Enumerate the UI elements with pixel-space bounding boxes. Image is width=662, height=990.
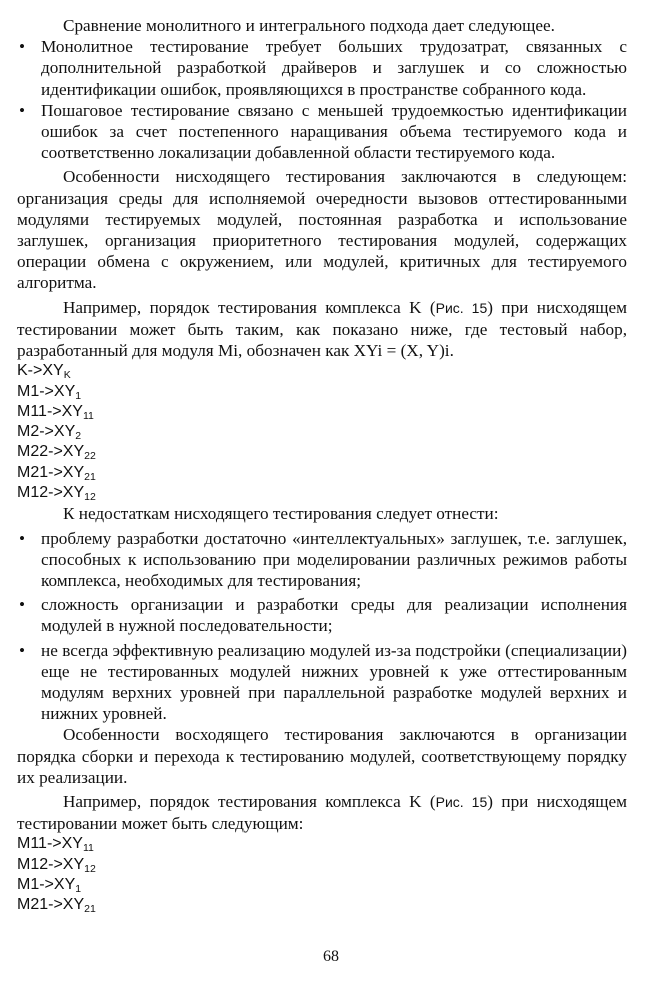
bullet-dot-icon: • [19, 100, 26, 120]
text-fragment: Например, порядок тестирования комплекса K ( [63, 791, 436, 811]
bullet-text: сложность организации и разработки среды для реализации исполнения модулей в нужной последовательности; [41, 595, 627, 636]
code-line: $M22->XY_{22}$ [17, 443, 96, 463]
text-fragment: Например, порядок тестирования комплекса K ( [63, 297, 436, 317]
paragraph-topdown-example [17, 297, 627, 362]
code-line: $M1->XY_1$ [17, 875, 82, 895]
bullet-dot-icon: • [19, 595, 26, 615]
paragraph-bottomup-features: Особенности восходящего тестирования заключаются в организации порядка сборки и перехода к тестированию модулей, соответствующему порядку их реализации. [17, 725, 627, 787]
text-fragment: ) при нисходящем тестировании может быть следующим: [17, 791, 627, 834]
bullet-stubs-problem [17, 528, 627, 592]
paragraph-drawbacks-intro: К недостаткам нисходящего тестирования следует отнести: [63, 504, 499, 524]
code-block-topdown [17, 361, 627, 503]
code-block-bottomup [17, 834, 627, 915]
bullet-monolithic [17, 36, 627, 100]
bullet-dot-icon: • [19, 640, 26, 660]
page-number: 68 [323, 948, 339, 965]
bullet-environment-complexity [17, 594, 627, 636]
code-line: $M1->XY_1$ [17, 382, 82, 402]
paragraph-intro: Сравнение монолитного и интегрального подхода дает следующее. [63, 16, 555, 35]
text-fragment: ) при нисходящем тестировании может быть таким, как показано ниже, где тестовый набор, разработанный для модуля Mi, обозначен как XYi = (X, Y)i. [17, 297, 627, 361]
figure-label: Рис. [435, 299, 464, 316]
code-line: $M2->XY_2$ [17, 423, 82, 443]
code-line: $M11->XY_{11}$ [17, 835, 94, 855]
code-line: $M12->XY_{12}$ [17, 855, 96, 875]
page-content [17, 15, 627, 916]
figure-label: Рис. [435, 793, 464, 810]
code-line: $M21->XY_{21}$ [17, 463, 96, 483]
bullet-inefficient-implementation [17, 640, 627, 725]
code-line: $M21->XY_{21}$ [17, 896, 96, 916]
bullet-dot-icon: • [19, 528, 26, 548]
figure-number: 15 [463, 299, 488, 316]
bullet-incremental [17, 100, 627, 164]
paragraph-topdown-features: Особенности нисходящего тестирования заключаются в следующем: организация среды для исполняемой очередности вызовов оттестированными модулями тестируемых модулей, постоянная разработка и использование заглушек, организация приоритетного тестирования модулей, содержащих операции обмена с окружением, или модулей, критичных для тестируемого алгоритма. [17, 167, 627, 293]
figure-reference [436, 300, 488, 316]
paragraph-bottomup-example [17, 791, 627, 834]
figure-reference [436, 794, 488, 810]
bullet-text: проблему разработки достаточно «интеллектуальных» заглушек, т.е. заглушек, способных к использованию при моделировании различных режимов работы комплекса, необходимых для тестирования; [41, 528, 627, 590]
bullet-text: Монолитное тестирование требует больших трудозатрат, связанных с дополнительной разработкой драйверов и заглушек и со сложностью идентификации ошибок, проявляющихся в пространстве собранного кода. [41, 37, 627, 99]
bullet-dot-icon: • [19, 37, 26, 57]
code-line: $M11->XY_{11}$ [17, 402, 94, 422]
code-line: $M12->XY_{12}$ [17, 484, 96, 504]
code-line: $K->XY_K$ [17, 362, 71, 382]
bullet-text: не всегда эффективную реализацию модулей из-за подстройки (специализации) еще не тестированных модулей нижних уровней к уже оттестированным модулям верхних уровней при параллельной разработке модулей верхних и нижних уровней. [41, 640, 627, 724]
bullet-text: Пошаговое тестирование связано с меньшей трудоемкостью идентификации ошибок за счет постепенного наращивания объема тестируемого кода и соответственно локализации добавленной области тестируемого кода. [41, 100, 627, 163]
figure-number: 15 [463, 793, 488, 810]
